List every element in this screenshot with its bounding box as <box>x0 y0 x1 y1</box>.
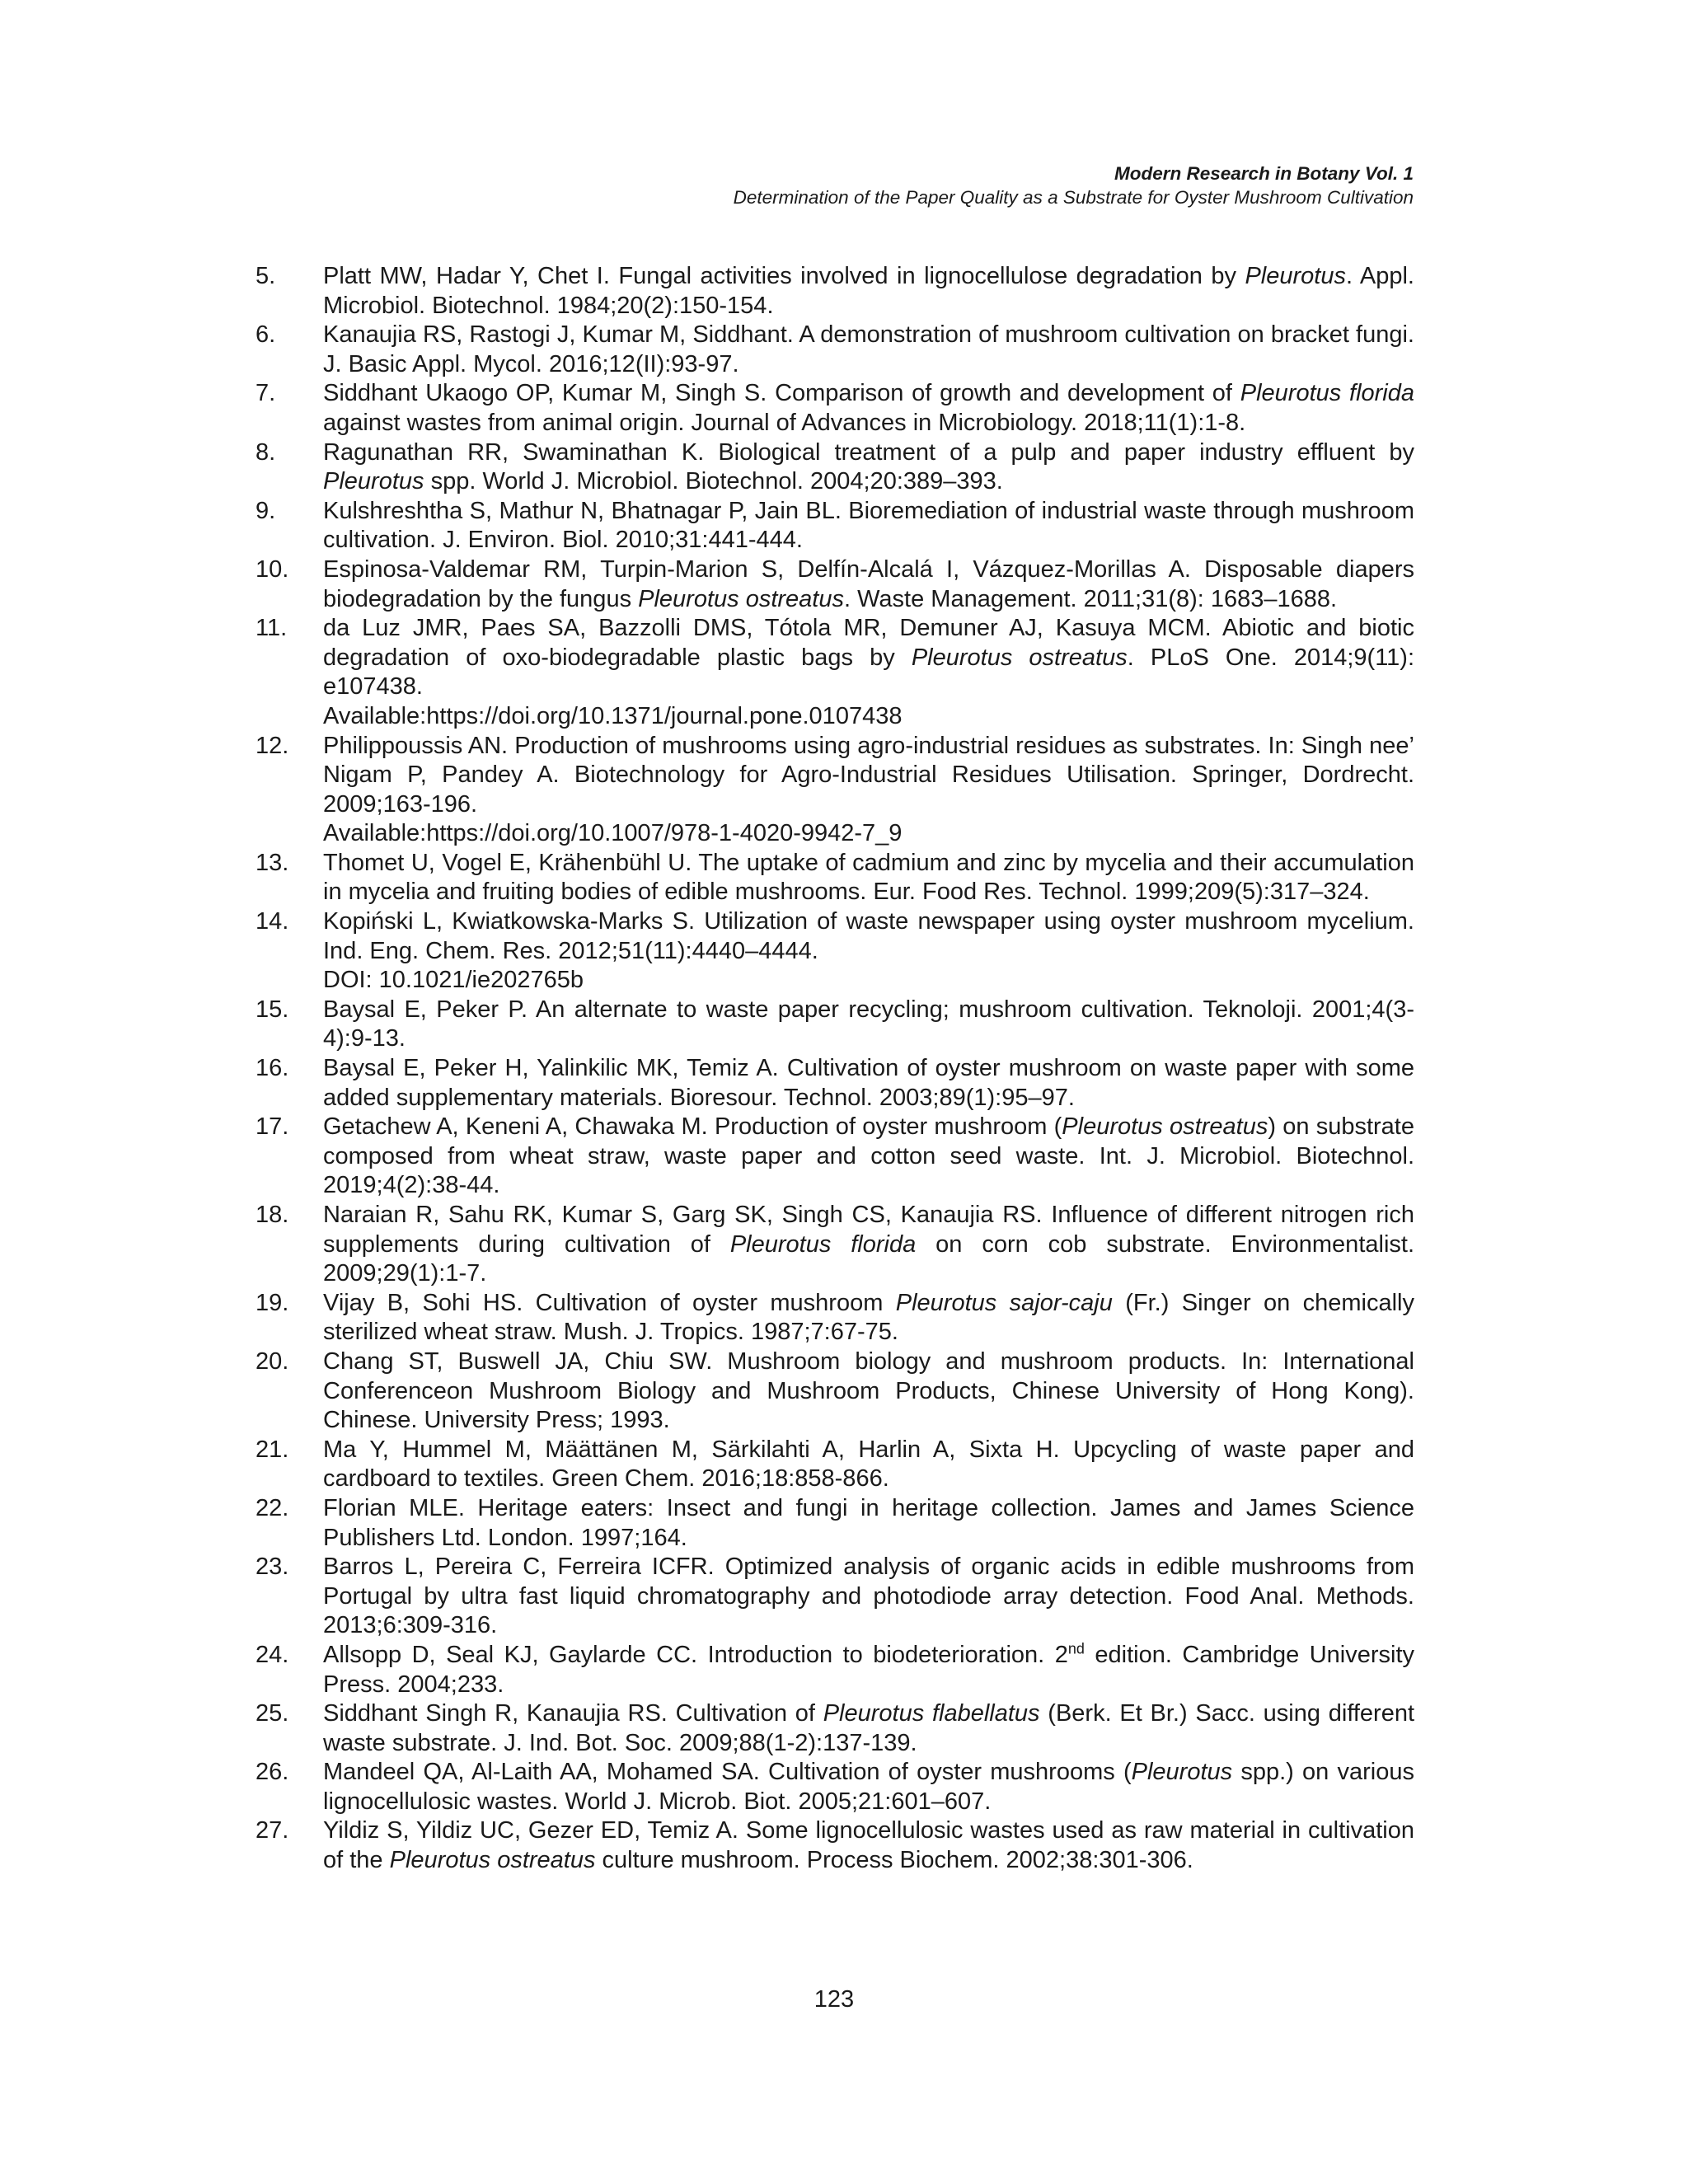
reference-number: 15. <box>256 996 289 1023</box>
reference-text-run: Kanaujia RS, Rastogi J, Kumar M, Siddhant. A demonstration of mushroom cultivation on bracket fungi. J. Basic Appl. Mycol. 2016;12(II):93-97. <box>323 321 1414 377</box>
reference-text-run: Yildiz S, Yildiz UC, Gezer ED, Temiz A. Some lignocellulosic wastes used as raw material in cultivation of the <box>323 1817 1414 1874</box>
reference-number: 11. <box>256 615 288 642</box>
reference-text <box>323 497 1414 555</box>
reference-text-run: Allsopp D, Seal KJ, Gaylarde CC. Introduction to biodeterioration. 2 <box>323 1641 1068 1668</box>
reference-number: 16. <box>256 1055 289 1082</box>
reference-text-run: Chang ST, Buswell JA, Chiu SW. Mushroom biology and mushroom products. In: International Conferenceon Mushroom Biology and Mushroom Products, Chinese University of Hong Kong). Chinese. University Press; 1993. <box>323 1347 1414 1434</box>
reference-item <box>0 1054 1414 1113</box>
species-name: Pleurotus florida <box>1240 380 1414 407</box>
reference-item <box>0 996 1414 1054</box>
reference-number: 23. <box>256 1554 289 1581</box>
reference-text <box>323 1758 1414 1816</box>
reference-item <box>0 1816 1414 1875</box>
reference-text-run: spp.) on various lignocellulosic wastes. World J. Microb. Biot. 2005;21:601–607. <box>323 1759 1414 1815</box>
reference-item <box>0 1494 1414 1553</box>
reference-text-run: da Luz JMR, Paes SA, Bazzolli DMS, Tótola MR, Demuner AJ, Kasuya MCM. Abiotic and biotic degradation of oxo-biodegradable plastic bags by <box>323 615 1414 671</box>
reference-text-run: ) on substrate composed from wheat straw, waste paper and cotton seed waste. Int. J. Microbiol. Biotechnol. 2019;4(2):38-44. <box>323 1113 1414 1199</box>
species-name: Pleurotus <box>1131 1759 1233 1786</box>
species-name: Pleurotus ostreatus <box>1062 1113 1268 1141</box>
reference-text-run: culture mushroom. Process Biochem. 2002;38:301-306. <box>595 1847 1193 1874</box>
reference-text-run: Espinosa-Valdemar RM, Turpin-Marion S, Delfín-Alcalá I, Vázquez-Morillas A. Disposable diapers biodegradation by the fungus <box>323 555 1414 612</box>
reference-text <box>323 1699 1414 1758</box>
reference-text-run: Philippoussis AN. Production of mushrooms using agro-industrial residues as substrates. In: Singh nee’ Nigam P, Pandey A. Biotechnology for Agro-Industrial Residues Utilisation. Springer, Dordrecht. 2009;163-196. <box>323 732 1414 818</box>
reference-number: 9. <box>256 497 276 524</box>
reference-text <box>323 262 1414 321</box>
species-name: Pleurotus ostreatus <box>389 1847 596 1874</box>
reference-text-run: Mandeel QA, Al-Laith AA, Mohamed SA. Cultivation of oyster mushrooms ( <box>323 1759 1132 1786</box>
reference-item <box>0 1699 1414 1758</box>
reference-text-run: . PLoS One. 2014;9(11): e107438. <box>323 644 1415 701</box>
reference-text-run: Siddhant Ukaogo OP, Kumar M, Singh S. Comparison of growth and development of <box>323 380 1240 407</box>
reference-text-run: Kulshreshtha S, Mathur N, Bhatnagar P, Jain BL. Bioremediation of industrial waste through mushroom cultivation. J. Environ. Biol. 2010;31:441-444. <box>323 497 1414 554</box>
reference-item <box>0 1201 1414 1289</box>
chapter-title: Determination of the Paper Quality as a Substrate for Oyster Mushroom Cultivation <box>733 187 1414 208</box>
reference-text <box>323 849 1414 907</box>
reference-link: DOI: 10.1021/ie202765b <box>323 967 584 994</box>
reference-number: 18. <box>256 1202 289 1228</box>
reference-text-run: Vijay B, Sohi HS. Cultivation of oyster mushroom <box>323 1289 896 1316</box>
reference-text <box>323 1494 1414 1553</box>
reference-item <box>0 1113 1414 1201</box>
reference-text-run: Florian MLE. Heritage eaters: Insect and fungi in heritage collection. James and James Science Publishers Ltd. London. 1997;164. <box>323 1494 1414 1551</box>
reference-text-run: Naraian R, Sahu RK, Kumar S, Garg SK, Singh CS, Kanaujia RS. Influence of different nitrogen rich supplements during cultivation of <box>323 1202 1414 1258</box>
reference-text-run: Getachew A, Keneni A, Chawaka M. Production of oyster mushroom ( <box>323 1113 1062 1141</box>
reference-text-run: Siddhant Singh R, Kanaujia RS. Cultivation of <box>323 1700 823 1727</box>
reference-text-run: edition. Cambridge University Press. 2004;233. <box>323 1641 1414 1698</box>
species-name: Pleurotus ostreatus <box>638 585 844 612</box>
reference-number: 8. <box>256 438 276 466</box>
reference-number: 5. <box>256 263 276 289</box>
reference-text <box>323 1289 1414 1347</box>
reference-link: Available:https://doi.org/10.1371/journal.pone.0107438 <box>323 702 903 729</box>
reference-number: 22. <box>256 1494 289 1521</box>
reference-item <box>0 732 1414 849</box>
reference-number: 13. <box>256 849 289 876</box>
reference-number: 21. <box>256 1436 289 1463</box>
reference-number: 20. <box>256 1347 289 1375</box>
reference-number: 17. <box>256 1113 289 1141</box>
reference-number: 12. <box>256 732 289 759</box>
species-name: Pleurotus flabellatus <box>823 1700 1040 1727</box>
reference-text <box>323 1054 1414 1113</box>
reference-item <box>0 497 1414 555</box>
reference-text-run: Baysal E, Peker H, Yalinkilic MK, Temiz A. Cultivation of oyster mushroom on waste paper with some added supplementary materials. Bioresour. Technol. 2003;89(1):95–97. <box>323 1055 1414 1111</box>
reference-item <box>0 379 1414 438</box>
reference-item <box>0 262 1414 321</box>
reference-text <box>323 555 1414 614</box>
reference-text <box>323 1641 1414 1699</box>
reference-text <box>323 732 1414 820</box>
reference-text-run: Platt MW, Hadar Y, Chet I. Fungal activities involved in lignocellulose degradation by <box>323 263 1245 289</box>
reference-text-run: Ma Y, Hummel M, Määttänen M, Särkilahti A, Harlin A, Sixta H. Upcycling of waste paper and cardboard to textiles. Green Chem. 2016;18:858-866. <box>323 1436 1414 1493</box>
superscript: nd <box>1067 1640 1085 1657</box>
reference-text <box>323 438 1414 497</box>
species-name: Pleurotus ostreatus <box>911 644 1128 671</box>
reference-text <box>323 1113 1414 1201</box>
journal-title: Modern Research in Botany Vol. 1 <box>1114 163 1414 184</box>
species-name: Pleurotus sajor-caju <box>895 1289 1113 1316</box>
page-number: 123 <box>814 1986 855 2013</box>
reference-text-run: (Fr.) Singer on chemically sterilized wheat straw. Mush. J. Tropics. 1987;7:67-75. <box>323 1289 1415 1346</box>
reference-number: 27. <box>256 1817 289 1844</box>
reference-item <box>0 1758 1414 1816</box>
reference-text-run: . Appl. Microbiol. Biotechnol. 1984;20(2):150-154. <box>323 263 1414 319</box>
reference-text <box>323 1347 1414 1436</box>
reference-text <box>323 379 1414 438</box>
reference-text-run: . Waste Management. 2011;31(8): 1683–1688. <box>844 585 1338 612</box>
reference-number: 6. <box>256 321 276 349</box>
reference-number: 26. <box>256 1759 289 1786</box>
reference-item <box>0 1436 1414 1494</box>
reference-text-run: Thomet U, Vogel E, Krähenbühl U. The uptake of cadmium and zinc by mycelia and their accumulation in mycelia and fruiting bodies of edible mushrooms. Eur. Food Res. Technol. 1999;209(5):317–324. <box>323 849 1414 906</box>
reference-text-run: against wastes from animal origin. Journal of Advances in Microbiology. 2018;11(1):1-8. <box>323 409 1246 436</box>
reference-text-run: on corn cob substrate. Environmentalist. 2009;29(1):1-7. <box>323 1230 1414 1287</box>
reference-link: Available:https://doi.org/10.1007/978-1-4020-9942-7_9 <box>323 820 903 847</box>
reference-number: 19. <box>256 1289 289 1316</box>
reference-text-run: Ragunathan RR, Swaminathan K. Biological treatment of a pulp and paper industry effluent by <box>323 438 1414 466</box>
reference-text <box>323 1816 1414 1875</box>
reference-text-run: spp. World J. Microbiol. Biotechnol. 2004;20:389–393. <box>424 468 1003 495</box>
reference-text <box>323 996 1414 1054</box>
reference-text <box>323 321 1414 379</box>
reference-text-run: Baysal E, Peker P. An alternate to waste paper recycling; mushroom cultivation. Teknoloji. 2001;4(3-4):9-13. <box>323 996 1414 1052</box>
reference-item <box>0 321 1414 379</box>
reference-text <box>323 907 1414 966</box>
reference-number: 7. <box>256 380 276 407</box>
reference-item <box>0 849 1414 907</box>
species-name: Pleurotus florida <box>729 1230 917 1258</box>
reference-text <box>323 1553 1414 1641</box>
reference-item <box>0 907 1414 996</box>
reference-text-run: Barros L, Pereira C, Ferreira ICFR. Optimized analysis of organic acids in edible mushrooms from Portugal by ultra fast liquid chromatography and photodiode array detection. Food Anal. Methods. 2013;6:309-316. <box>323 1554 1414 1639</box>
reference-item <box>0 555 1414 614</box>
reference-text <box>323 1201 1414 1289</box>
reference-number: 24. <box>256 1641 289 1668</box>
reference-item <box>0 1347 1414 1436</box>
reference-item <box>0 438 1414 497</box>
reference-text-run: (Berk. Et Br.) Sacc. using different waste substrate. J. Ind. Bot. Soc. 2009;88(1-2):137-139. <box>323 1700 1415 1756</box>
reference-text-run: Kopiński L, Kwiatkowska-Marks S. Utilization of waste newspaper using oyster mushroom mycelium. Ind. Eng. Chem. Res. 2012;51(11):4440–4444. <box>323 908 1414 964</box>
reference-item <box>0 1553 1414 1641</box>
reference-number: 25. <box>256 1700 289 1727</box>
reference-number: 10. <box>256 555 289 583</box>
reference-text <box>323 614 1414 702</box>
species-name: Pleurotus <box>323 468 424 495</box>
reference-number: 14. <box>256 908 289 935</box>
running-header <box>643 162 1414 209</box>
reference-item <box>0 614 1414 731</box>
reference-list <box>0 262 1688 1876</box>
reference-item <box>0 1641 1414 1699</box>
reference-item <box>0 1289 1414 1347</box>
species-name: Pleurotus <box>1245 263 1346 289</box>
reference-text <box>323 1436 1414 1494</box>
